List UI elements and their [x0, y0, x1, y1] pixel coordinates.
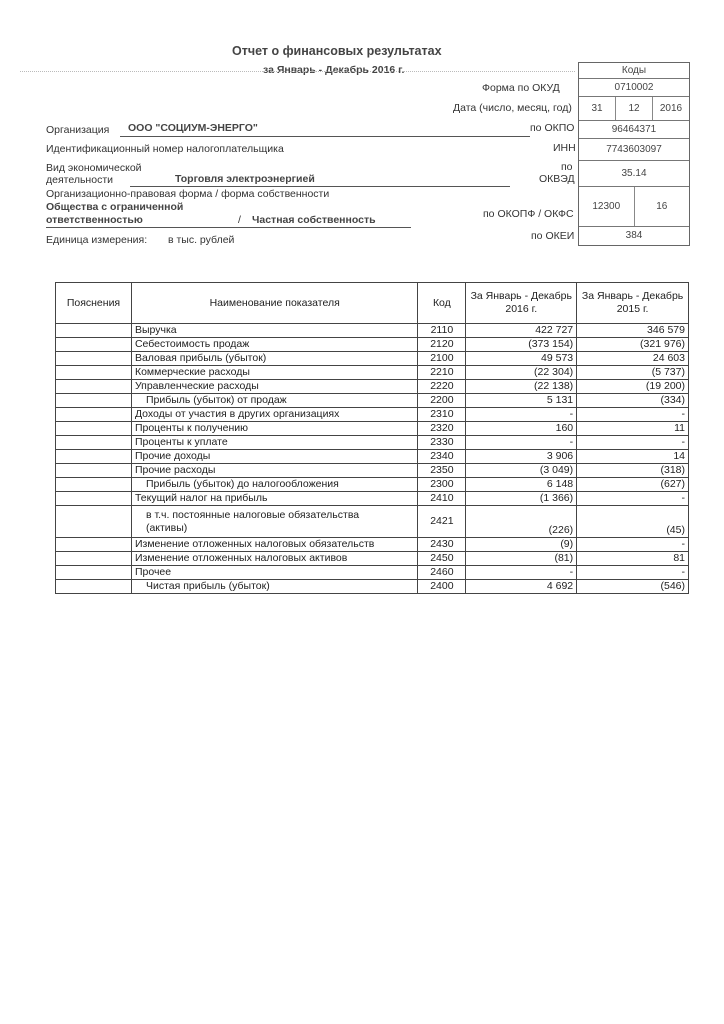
legal-form-label: Организационно-правовая форма / форма собственности [46, 188, 330, 200]
unit-value: в тыс. рублей [168, 234, 235, 246]
table-row [56, 422, 689, 436]
row-current: - [466, 436, 577, 450]
row-previous: 346 579 [577, 324, 689, 338]
okopf-label: по ОКОПФ / ОКФС [483, 208, 574, 220]
row-previous: (45) [577, 506, 689, 538]
table-row [56, 566, 689, 580]
date-label: Дата (число, месяц, год) [453, 102, 572, 114]
row-previous: 24 603 [577, 352, 689, 366]
row-code: 2340 [418, 450, 466, 464]
legal-form-value-2: ответственностью [46, 214, 143, 226]
organization-label: Организация [46, 124, 110, 136]
okopf-cells [579, 187, 689, 227]
row-name: Валовая прибыль (убыток) [131, 352, 417, 366]
notes-cell [56, 366, 132, 380]
row-current: (373 154) [466, 338, 577, 352]
table-row [56, 464, 689, 478]
notes-header: Пояснения [56, 283, 132, 324]
row-name-line-2: (активы) [145, 522, 188, 534]
table-row [56, 366, 689, 380]
inn-full-label: Идентификационный номер налогоплательщика [46, 143, 284, 155]
okpo-label: по ОКПО [530, 122, 575, 134]
previous-year-header-line-2: 2015 г. [616, 303, 649, 315]
row-code: 2220 [418, 380, 466, 394]
row-current: (3 049) [466, 464, 577, 478]
date-month: 12 [616, 97, 653, 120]
table-row [56, 580, 689, 594]
row-current: 4 692 [466, 580, 577, 594]
notes-cell [56, 538, 132, 552]
row-current: 3 906 [466, 450, 577, 464]
notes-cell [56, 352, 132, 366]
notes-cell [56, 492, 132, 506]
row-code: 2120 [418, 338, 466, 352]
organization-line [120, 136, 530, 137]
row-code: 2421 [418, 506, 466, 538]
table-row [56, 538, 689, 552]
notes-cell [56, 408, 132, 422]
row-name: Выручка [131, 324, 417, 338]
financial-results-table [55, 282, 689, 594]
row-name: Прочие доходы [131, 450, 417, 464]
table-row [56, 324, 689, 338]
row-previous: (5 737) [577, 366, 689, 380]
activity-label-2: деятельности [46, 174, 113, 186]
row-name: Прибыль (убыток) до налогообложения [131, 478, 417, 492]
row-name: Прибыль (убыток) от продаж [131, 394, 417, 408]
current-year-header [466, 283, 577, 324]
report-title: Отчет о финансовых результатах [232, 44, 442, 58]
row-code: 2210 [418, 366, 466, 380]
row-previous: (321 976) [577, 338, 689, 352]
inn-value: 7743603097 [579, 139, 689, 161]
row-name: Коммерческие расходы [131, 366, 417, 380]
table-row [56, 478, 689, 492]
row-code: 2430 [418, 538, 466, 552]
table-row [56, 380, 689, 394]
row-code: 2450 [418, 552, 466, 566]
row-previous: (318) [577, 464, 689, 478]
okved-label-1: по [561, 161, 573, 173]
row-current: (22 138) [466, 380, 577, 394]
row-name: Изменение отложенных налоговых обязательств [131, 538, 417, 552]
notes-cell [56, 324, 132, 338]
row-name: Проценты к получению [131, 422, 417, 436]
notes-cell [56, 394, 132, 408]
row-previous: (19 200) [577, 380, 689, 394]
okved-value: 35.14 [579, 161, 689, 187]
row-previous: 14 [577, 450, 689, 464]
table-row [56, 436, 689, 450]
row-name: Чистая прибыль (убыток) [131, 580, 417, 594]
okei-value: 384 [625, 230, 643, 241]
okved-label-2: ОКВЭД [539, 173, 575, 185]
notes-cell [56, 464, 132, 478]
row-current: 160 [466, 422, 577, 436]
row-code: 2200 [418, 394, 466, 408]
table-row [56, 408, 689, 422]
unit-label: Единица измерения: [46, 234, 148, 246]
row-previous: - [577, 408, 689, 422]
row-code: 2110 [418, 324, 466, 338]
okfs-value: 16 [656, 201, 668, 212]
row-name: Текущий налог на прибыль [131, 492, 417, 506]
date-year: 2016 [659, 103, 683, 114]
row-previous: 81 [577, 552, 689, 566]
okud-label: Форма по ОКУД [482, 82, 560, 94]
row-current: (22 304) [466, 366, 577, 380]
row-current: 49 573 [466, 352, 577, 366]
activity-label-1: Вид экономической [46, 162, 142, 174]
row-name: Себестоимость продаж [131, 338, 417, 352]
row-code: 2350 [418, 464, 466, 478]
table-row [56, 338, 689, 352]
okopf-value: 12300 [579, 187, 635, 226]
row-name-line-1: в т.ч. постоянные налоговые обязательства [145, 509, 360, 521]
name-header: Наименование показателя [131, 283, 417, 324]
row-current: (226) [466, 506, 577, 538]
report-period: за Январь - Декабрь 2016 г. [263, 64, 405, 76]
table-row [56, 492, 689, 506]
date-cells [579, 97, 689, 121]
code-header: Код [418, 283, 466, 324]
row-current: (81) [466, 552, 577, 566]
notes-cell [56, 338, 132, 352]
row-previous: (546) [577, 580, 689, 594]
row-code: 2300 [418, 478, 466, 492]
row-current: (1 366) [466, 492, 577, 506]
okpo-value: 96464371 [579, 121, 689, 139]
row-code: 2100 [418, 352, 466, 366]
row-code: 2400 [418, 580, 466, 594]
table-row [56, 352, 689, 366]
row-previous: - [577, 566, 689, 580]
row-name: Проценты к уплате [131, 436, 417, 450]
table-row [56, 394, 689, 408]
table-row [56, 552, 689, 566]
previous-year-header-line-1: За Январь - Декабрь [581, 290, 684, 302]
organization-value: ООО "СОЦИУМ-ЭНЕРГО" [128, 122, 258, 134]
current-year-header-line-1: За Январь - Декабрь [470, 290, 572, 302]
ownership-value: Частная собственность [252, 214, 376, 226]
notes-cell [56, 580, 132, 594]
row-previous: (334) [577, 394, 689, 408]
table-row [56, 506, 689, 538]
inn-label: ИНН [553, 142, 576, 154]
row-name: Прочее [131, 566, 417, 580]
notes-cell [56, 552, 132, 566]
row-code: 2310 [418, 408, 466, 422]
ownership-separator: / [238, 214, 241, 226]
notes-cell [56, 422, 132, 436]
row-name: Управленческие расходы [131, 380, 417, 394]
row-name: Прочие расходы [131, 464, 417, 478]
row-name: Доходы от участия в других организациях [131, 408, 417, 422]
row-previous: 11 [577, 422, 689, 436]
row-name [131, 506, 417, 538]
codes-header: Коды [579, 63, 689, 79]
notes-cell [56, 566, 132, 580]
activity-value: Торговля электроэнергией [175, 173, 315, 185]
row-previous: - [577, 436, 689, 450]
row-previous: - [577, 492, 689, 506]
row-previous: (627) [577, 478, 689, 492]
title-divider [20, 71, 575, 72]
table-row [56, 450, 689, 464]
previous-year-header [577, 283, 689, 324]
row-code: 2320 [418, 422, 466, 436]
row-previous: - [577, 538, 689, 552]
okei-label: по ОКЕИ [531, 230, 575, 242]
date-day: 31 [579, 97, 616, 120]
notes-cell [56, 436, 132, 450]
row-current: 6 148 [466, 478, 577, 492]
notes-cell [56, 450, 132, 464]
notes-cell [56, 478, 132, 492]
okud-value: 0710002 [579, 79, 689, 97]
row-current: - [466, 566, 577, 580]
row-code: 2410 [418, 492, 466, 506]
legal-form-value-1: Общества с ограниченной [46, 201, 184, 213]
activity-line [130, 186, 510, 187]
row-code: 2330 [418, 436, 466, 450]
table-header-row [56, 283, 689, 324]
row-current: 422 727 [466, 324, 577, 338]
notes-cell [56, 380, 132, 394]
row-current: 5 131 [466, 394, 577, 408]
row-current: - [466, 408, 577, 422]
row-code: 2460 [418, 566, 466, 580]
row-current: (9) [466, 538, 577, 552]
codes-box [578, 62, 690, 246]
notes-cell [56, 506, 132, 538]
legal-form-line [46, 227, 411, 228]
row-name: Изменение отложенных налоговых активов [131, 552, 417, 566]
current-year-header-line-2: 2016 г. [505, 303, 538, 315]
